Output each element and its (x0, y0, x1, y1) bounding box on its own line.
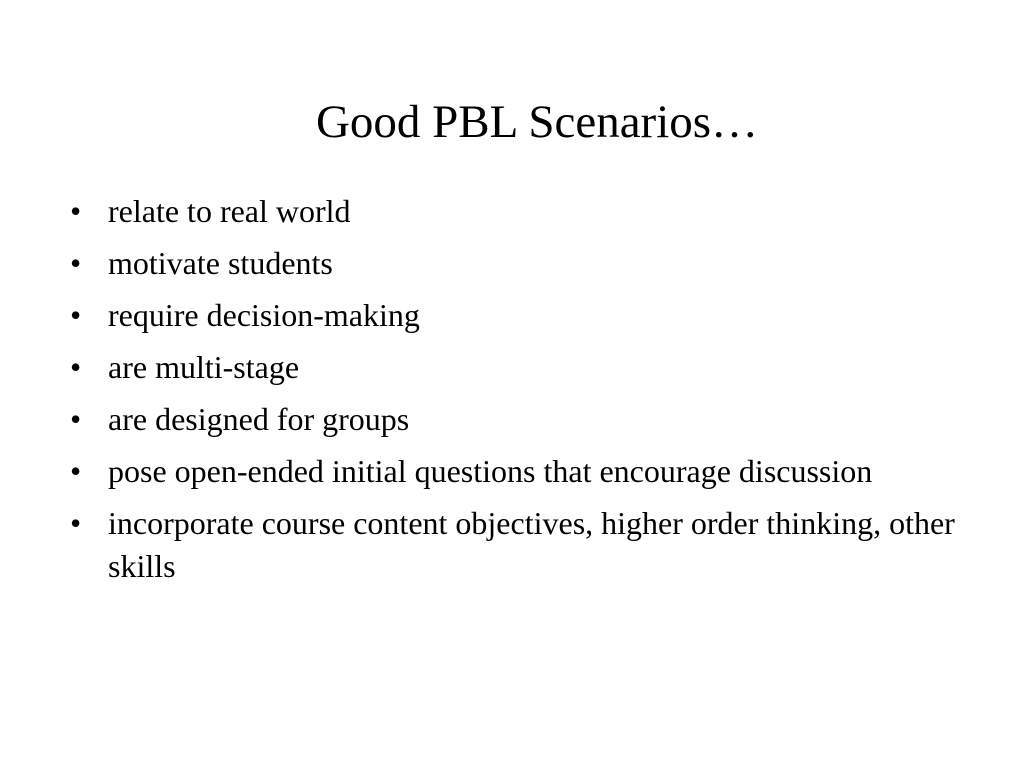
bullet-item (0, 502, 1024, 588)
bullet-text: are designed for groups (108, 401, 410, 437)
bullet-icon: • (70, 193, 82, 229)
bullet-icon: • (70, 505, 82, 541)
bullet-item (0, 294, 1024, 337)
bullet-text: are multi-stage (108, 349, 300, 385)
bullet-text: motivate students (108, 245, 333, 281)
bullet-item (0, 398, 1024, 441)
bullet-icon: • (70, 401, 82, 437)
bullet-text: require decision-making (108, 297, 420, 333)
bullet-list (0, 190, 1024, 597)
bullet-item (0, 450, 1024, 493)
bullet-item (0, 242, 1024, 285)
bullet-icon: • (70, 349, 82, 385)
bullet-text: pose open-ended initial questions that encourage discussion (108, 453, 873, 489)
bullet-item (0, 190, 1024, 233)
slide-title: Good PBL Scenarios… (315, 96, 759, 148)
bullet-item (0, 346, 1024, 389)
bullet-text: relate to real world (108, 193, 351, 229)
bullet-icon: • (70, 245, 82, 281)
bullet-text: incorporate course content objectives, higher order thinking, other skills (108, 505, 955, 584)
bullet-icon: • (70, 453, 82, 489)
bullet-icon: • (70, 297, 82, 333)
